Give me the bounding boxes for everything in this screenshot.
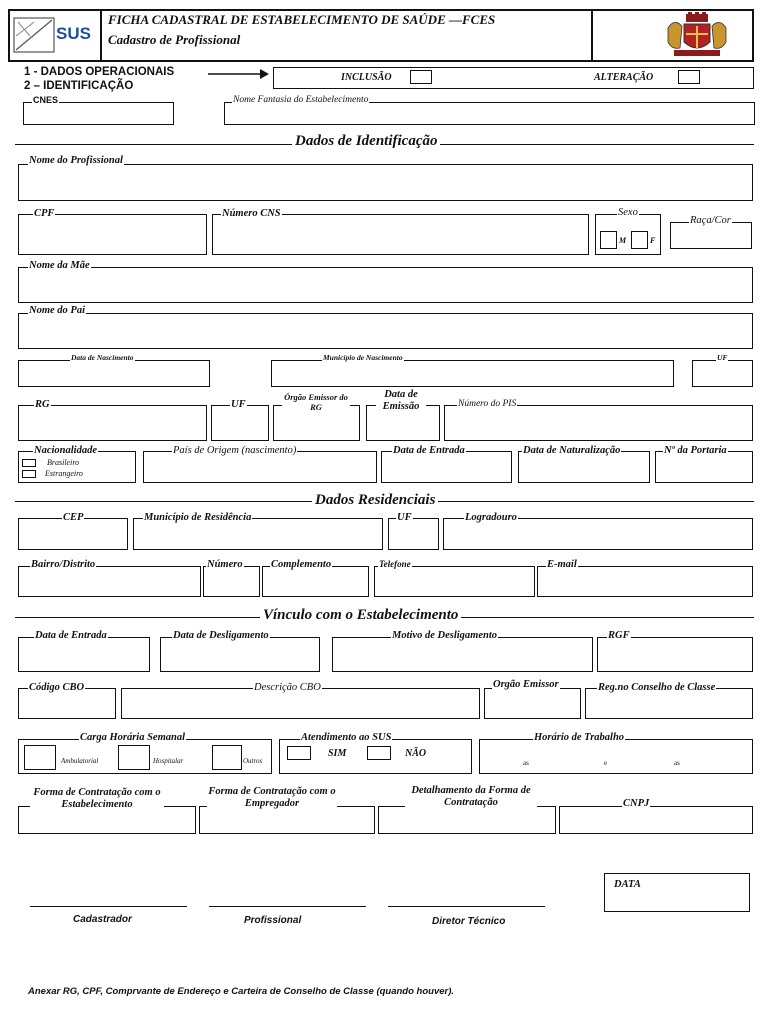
sus-logo-text: SUS: [56, 24, 91, 43]
data-desligamento-label: Data de Desligamento: [173, 630, 269, 641]
sexo-m-label: M: [619, 236, 627, 245]
cnes-label: CNES: [33, 95, 59, 105]
numero-pis-field[interactable]: [444, 405, 753, 441]
numero-cns-label: Número CNS: [222, 208, 281, 219]
arrow-icon: [208, 67, 270, 85]
data-emissao-label: Data de Emissão: [376, 389, 426, 413]
bairro-label: Bairro/Distrito: [31, 559, 96, 570]
n-portaria-label: Nº da Portaria: [664, 445, 727, 456]
sim-label: SIM: [328, 748, 347, 759]
form-subtitle: Cadastro de Profissional: [108, 32, 241, 47]
data-nascimento-label: Data de Nascimento: [71, 353, 134, 362]
nome-profissional-label: Nome do Profissional: [29, 155, 123, 166]
email-label: E-mail: [547, 559, 577, 570]
brasileiro-label: Brasileiro: [47, 458, 80, 467]
codigo-cbo-label: Código CBO: [29, 682, 85, 693]
reg-conselho-label: Reg.no Conselho de Classe: [598, 682, 716, 693]
uf-nascimento-field[interactable]: [692, 360, 753, 387]
telefone-field[interactable]: [374, 566, 535, 597]
sus-logo: [12, 14, 98, 56]
brasileiro-checkbox[interactable]: [22, 459, 36, 467]
sexo-f-label: F: [650, 236, 656, 245]
outros-label: Outros: [243, 757, 263, 765]
cnpj-label: CNPJ: [623, 798, 650, 809]
forma-empregador-label: Forma de Contratação com o Empregador: [208, 786, 336, 809]
data-nascimento-field[interactable]: [18, 360, 210, 387]
horario-trabalho-field[interactable]: [479, 739, 753, 774]
rgf-label: RGF: [608, 630, 630, 641]
data-entrada-pais-label: Data de Entrada: [393, 445, 465, 456]
municipio-nascimento-field[interactable]: [271, 360, 674, 387]
ident-section-title: Dados de Identificação: [292, 133, 440, 149]
data-naturalizacao-label: Data de Naturalização: [523, 445, 621, 456]
telefone-label: Telefone: [379, 559, 411, 569]
cnpj-field[interactable]: [559, 806, 753, 834]
rg-label: RG: [35, 399, 50, 410]
numero-cns-field[interactable]: [212, 214, 589, 255]
nome-profissional-field[interactable]: [18, 164, 753, 201]
header-divider-right: [591, 9, 593, 62]
descricao-cbo-label: Descrição CBO: [254, 682, 321, 693]
diretor-signature-line[interactable]: [388, 906, 545, 907]
bairro-field[interactable]: [18, 566, 201, 597]
detalhamento-field[interactable]: [378, 806, 556, 834]
nacionalidade-label: Nacionalidade: [34, 445, 97, 456]
sexo-f-checkbox[interactable]: [631, 231, 648, 249]
carga-horaria-label: Carga Horária Semanal: [80, 732, 186, 743]
data-label: DATA: [614, 879, 641, 890]
horario-as1: as: [523, 759, 529, 767]
nome-pai-field[interactable]: [18, 313, 753, 349]
outros-input[interactable]: [212, 745, 242, 770]
email-field[interactable]: [537, 566, 753, 597]
alteracao-label: ALTERAÇÃO: [594, 72, 654, 83]
horario-trabalho-label: Horário de Trabalho: [534, 732, 625, 743]
raca-cor-field[interactable]: [670, 222, 752, 249]
horario-as2: as: [674, 759, 680, 767]
vinculo-data-entrada-field[interactable]: [18, 637, 150, 672]
nome-fantasia-label: Nome Fantasia do Estabelecimento: [233, 95, 369, 105]
numero-pis-label: Número do PIS: [458, 399, 517, 409]
sus-logo-icon: [12, 14, 60, 56]
hospitalar-label: Hospitalar: [153, 757, 184, 765]
cadastrador-signature-line[interactable]: [30, 906, 187, 907]
data-desligamento-field[interactable]: [160, 637, 320, 672]
forma-empregador-field[interactable]: [199, 806, 375, 834]
forma-estab-label: Forma de Contratação com o Estabelecimento: [30, 787, 164, 811]
cep-label: CEP: [63, 512, 84, 523]
vinculo-data-entrada-label: Data de Entrada: [35, 630, 107, 641]
sexo-m-checkbox[interactable]: [600, 231, 617, 249]
ops-line2: 2 – IDENTIFICAÇÃO: [24, 80, 134, 92]
uf-residencia-label: UF: [397, 512, 412, 523]
municipio-nascimento-label: Município de Nascimento: [323, 353, 403, 362]
nao-checkbox[interactable]: [367, 746, 391, 760]
estrangeiro-checkbox[interactable]: [22, 470, 36, 478]
orgao-emissor-label: Órgão Emissor do RG: [282, 392, 350, 412]
nome-mae-label: Nome da Mãe: [29, 260, 90, 271]
estrangeiro-label: Estrangeiro: [45, 469, 83, 478]
numero-field[interactable]: [203, 566, 260, 597]
complemento-label: Complemento: [271, 559, 332, 570]
profissional-signature-line[interactable]: [209, 906, 366, 907]
coat-of-arms: [664, 12, 730, 58]
orgao-emissor-cbo-label: Orgão Emissor: [493, 679, 559, 690]
rg-field[interactable]: [18, 405, 207, 441]
resid-section-title: Dados Residenciais: [312, 492, 438, 508]
uf-rg-field[interactable]: [211, 405, 269, 441]
detalhamento-label: Detalhamento da Forma de Contratação: [405, 785, 537, 809]
hospitalar-input[interactable]: [118, 745, 150, 770]
motivo-desligamento-field[interactable]: [332, 637, 593, 672]
cadastrador-label: Cadastrador: [73, 914, 132, 925]
ops-line1: 1 - DADOS OPERACIONAIS: [24, 66, 175, 78]
municipio-residencia-label: Município de Residência: [144, 512, 252, 523]
inclusao-label: INCLUSÃO: [341, 72, 392, 83]
nome-pai-label: Nome do Pai: [29, 305, 85, 316]
rgf-field[interactable]: [597, 637, 753, 672]
uf-rg-label: UF: [231, 399, 246, 410]
pais-origem-label: País de Origem (nascimento): [173, 445, 297, 456]
ambulatorial-label: Ambulatorial: [61, 757, 99, 765]
atendimento-sus-label: Atendimento ao SUS: [301, 732, 392, 743]
nome-mae-field[interactable]: [18, 267, 753, 303]
header-divider-left: [100, 9, 102, 62]
motivo-desligamento-label: Motivo de Desligamento: [392, 630, 497, 641]
numero-label: Número: [207, 559, 243, 570]
coat-of-arms-icon: [664, 12, 730, 58]
sim-checkbox[interactable]: [287, 746, 311, 760]
cpf-label: CPF: [34, 208, 55, 219]
form-title: FICHA CADASTRAL DE ESTABELECIMENTO DE SAÚDE —FCES: [108, 12, 496, 27]
inclusao-checkbox[interactable]: [410, 70, 432, 84]
vinculo-section-title: Vínculo com o Estabelecimento: [260, 607, 461, 623]
diretor-label: Diretor Técnico: [432, 916, 506, 927]
ambulatorial-input[interactable]: [24, 745, 56, 770]
nao-label: NÃO: [405, 748, 427, 759]
raca-cor-label: Raça/Cor: [690, 215, 731, 226]
complemento-field[interactable]: [262, 566, 369, 597]
horario-e: e: [604, 759, 608, 767]
orgao-emissor-cbo-field[interactable]: [484, 688, 581, 719]
alteracao-checkbox[interactable]: [678, 70, 700, 84]
sexo-label: Sexo: [618, 207, 638, 218]
uf-nascimento-label: UF: [717, 353, 728, 362]
logradouro-label: Logradouro: [465, 512, 517, 523]
cpf-field[interactable]: [18, 214, 207, 255]
profissional-label: Profissional: [244, 915, 302, 926]
footer-note: Anexar RG, CPF, Comprvante de Endereço e Carteira de Conselho de Classe (quando houver).: [28, 986, 455, 997]
